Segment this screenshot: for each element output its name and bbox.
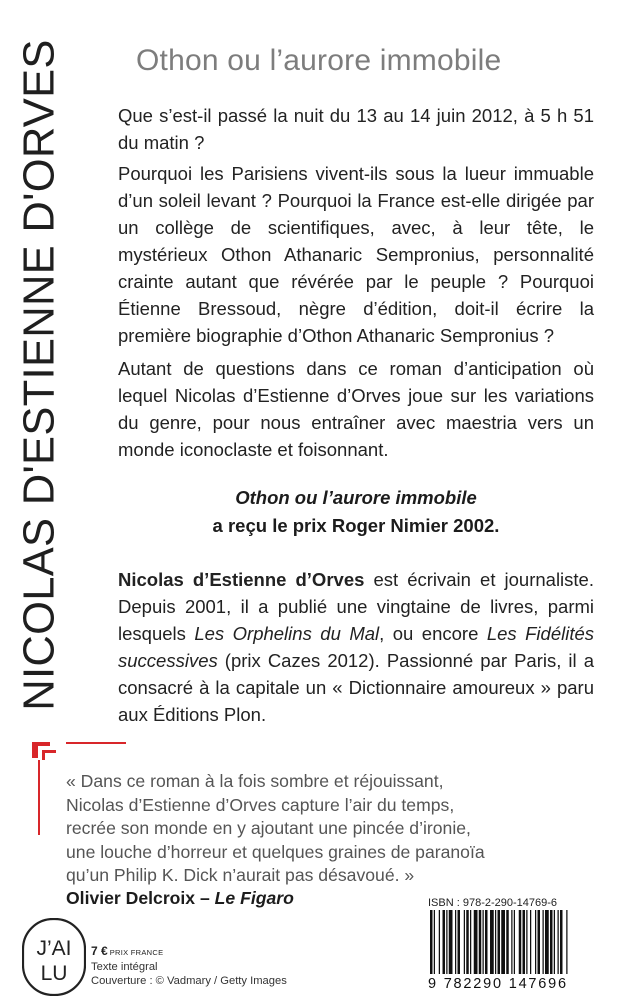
barcode-digits: 9 782290 147696 — [428, 976, 568, 992]
bio-book-1: Les Orphelins du Mal — [194, 623, 380, 644]
price-tag — [91, 944, 163, 958]
quote-author-name: Olivier Delcroix — [66, 888, 196, 908]
barcode-bar — [443, 910, 446, 974]
author-name-vertical-text: NICOLAS D'ESTIENNE D'ORVES — [15, 39, 64, 711]
vertical-author-name — [10, 40, 70, 710]
synopsis-paragraph-3-text: Autant de questions dans ce roman d’anticipation où lequel Nicolas d’Estienne d’Orves joue sur les variations du genre, pour nous entraîner avec maestria vers un monde iconoclaste et foisonnant. — [118, 358, 594, 460]
barcode-bar — [550, 910, 553, 974]
bio-book-2: Les Fidélités successives — [118, 623, 595, 671]
synopsis-paragraph-3 — [118, 355, 594, 463]
barcode-bar — [430, 910, 433, 974]
barcode-bar — [490, 910, 494, 974]
jai-lu-logo — [22, 918, 86, 996]
isbn-label: ISBN : 978-2-290-14769-6 — [428, 897, 558, 909]
synopsis-paragraph-2-text: Pourquoi les Parisiens vivent-ils sous la lueur immuable d’un soleil levant ? Pourquoi la France est-elle dirigée par un collège de scientifiques, avec, à leur tête, le mystérieux Othon Athanaric Sempronius, personnalité crainte autant que révérée par le peuple ? Pourquoi Étienne Bressoud, nègre d’édition, doit-il écrire la première biographie d’Othon Athanaric Sempronius ? — [118, 163, 594, 346]
barcode-bar — [523, 910, 526, 974]
bio-text-1: est écrivain et journaliste. Depuis 2001, il a publié une vingtaine de livres, parmi lesquels — [118, 569, 594, 644]
barcode-bar — [538, 910, 541, 974]
logo-top-text: J’AI — [36, 937, 72, 960]
barcode-bar — [466, 910, 469, 974]
barcode-bar — [479, 910, 482, 974]
credits — [91, 960, 287, 988]
price-amount: 7 € — [91, 944, 108, 958]
quote-attribution — [66, 887, 294, 910]
barcode-bar — [506, 910, 509, 974]
barcode-bar — [458, 910, 461, 974]
credit-line-1: Texte intégral — [91, 961, 158, 973]
barcode-bar — [483, 910, 484, 974]
book-title: Othon ou l’aurore immobile — [136, 44, 502, 77]
barcode-bar — [464, 910, 465, 974]
bio-text-3: (prix Cazes 2012). Passionné par Paris, il a consacré à la capitale un « Dictionnaire amoureux » paru aux Éditions Plon. — [118, 650, 594, 725]
credit-line-2: Couverture : © Vadmary / Getty Images — [91, 975, 287, 987]
barcode-bar — [566, 910, 567, 974]
barcode-bar — [511, 910, 512, 974]
quote-source: Le Figaro — [214, 888, 294, 908]
collection-mark-icon — [30, 738, 58, 760]
quote-dash: – — [195, 888, 215, 908]
press-quote — [66, 770, 485, 888]
bio-text-2: , ou encore — [379, 623, 487, 644]
barcode-bar — [485, 910, 488, 974]
barcode-bar — [530, 910, 531, 974]
award-note — [118, 484, 594, 540]
barcode-bar — [439, 910, 440, 974]
barcode-bar — [495, 910, 496, 974]
barcode-bar — [434, 910, 435, 974]
quote-line: une louche d’horreur et quelques graines de paranoïa — [66, 841, 485, 862]
barcode-bar — [519, 910, 522, 974]
award-text: a reçu le prix Roger Nimier 2002. — [212, 515, 500, 536]
quote-line: recrée son monde en y ajoutant une pincée d’ironie, — [66, 818, 471, 838]
author-bio-text — [118, 566, 594, 728]
barcode-icon — [428, 910, 614, 974]
award-book-title: Othon ou l’aurore immobile — [235, 487, 477, 508]
barcode-bar — [455, 910, 456, 974]
barcode-bar — [514, 910, 515, 974]
quote-line: Nicolas d’Estienne d’Orves capture l’air du temps, — [66, 794, 455, 815]
logo-bottom-text: LU — [40, 962, 68, 985]
bio-author-name: Nicolas d’Estienne d’Orves — [118, 569, 365, 590]
barcode-bar — [501, 910, 505, 974]
barcode-bar — [446, 910, 447, 974]
synopsis-paragraph-2 — [118, 160, 594, 349]
barcode-bar — [474, 910, 478, 974]
accent-vertical-rule — [38, 760, 40, 835]
barcode-bar — [470, 910, 471, 974]
quote-line: « Dans ce roman à la fois sombre et réjouissant, — [66, 771, 444, 791]
accent-rule — [66, 742, 126, 744]
synopsis-paragraph-1 — [118, 102, 594, 156]
barcode-bar — [498, 910, 501, 974]
quote-line: qu’un Philip K. Dick n’aurait pas désavoué. » — [66, 865, 415, 885]
barcode-bar — [545, 910, 549, 974]
barcode-bar — [526, 910, 527, 974]
price-label: PRIX FRANCE — [109, 948, 164, 957]
barcode-bar — [543, 910, 544, 974]
barcode-bar — [558, 910, 559, 974]
barcode-bar — [560, 910, 563, 974]
author-bio — [118, 566, 594, 728]
barcode-bar — [535, 910, 536, 974]
synopsis-paragraph-1-text: Que s’est-il passé la nuit du 13 au 14 juin 2012, à 5 h 51 du matin ? — [118, 105, 594, 153]
barcode-bar — [449, 910, 453, 974]
barcode-bar — [554, 910, 555, 974]
